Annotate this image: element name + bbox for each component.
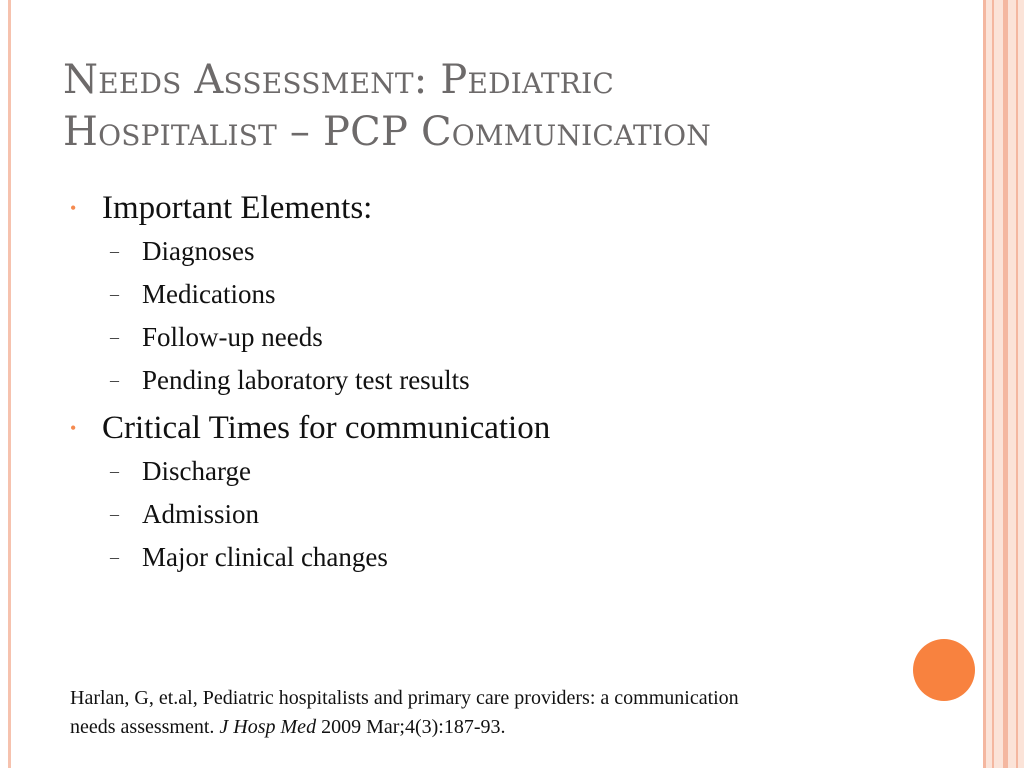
sub-item	[70, 316, 950, 359]
sub-item-label: Follow-up needs	[142, 322, 323, 352]
citation-text: needs assessment.	[70, 716, 220, 738]
sub-item	[70, 493, 950, 536]
dash-icon: –	[110, 461, 119, 481]
right-frame-stripe	[1003, 0, 1008, 768]
sub-item	[70, 359, 950, 402]
dash-icon: –	[110, 284, 119, 304]
sub-item-label: Major clinical changes	[142, 542, 388, 572]
dash-icon: –	[110, 504, 119, 524]
dash-icon: –	[110, 327, 119, 347]
sub-item-label: Medications	[142, 279, 276, 309]
right-frame-stripe	[1016, 0, 1018, 768]
sub-item-label: Pending laboratory test results	[142, 365, 470, 395]
dash-icon: –	[110, 241, 119, 261]
title-line-1: Needs Assessment: Pediatric	[63, 57, 614, 103]
citation	[70, 684, 970, 742]
bullet-icon: •	[70, 198, 77, 218]
sub-item	[70, 273, 950, 316]
left-frame-line	[8, 0, 11, 768]
right-frame-stripe	[983, 0, 986, 768]
bullet-label: Critical Times for communication	[102, 410, 551, 446]
sub-item-label: Diagnoses	[142, 236, 255, 266]
bullet-list	[70, 186, 950, 579]
title-line-2: Hospitalist – PCP Communication	[63, 109, 711, 155]
citation-line-2	[70, 713, 970, 742]
dash-icon: –	[110, 547, 119, 567]
citation-line-1: Harlan, G, et.al, Pediatric hospitalists and primary care providers: a communication	[70, 687, 739, 709]
dash-icon: –	[110, 370, 119, 390]
right-frame-stripe	[992, 0, 994, 768]
sub-item-label: Discharge	[142, 456, 251, 486]
slide-title	[63, 54, 963, 158]
citation-text: 2009 Mar;4(3):187-93.	[316, 716, 506, 738]
sub-item	[70, 536, 950, 579]
citation-journal: J Hosp Med	[219, 716, 317, 738]
bullet-item	[70, 186, 950, 230]
bullet-icon: •	[70, 418, 77, 438]
sub-item-label: Admission	[142, 499, 260, 529]
bullet-item	[70, 406, 950, 450]
sub-item	[70, 230, 950, 273]
bullet-label: Important Elements:	[102, 190, 373, 226]
sub-item	[70, 450, 950, 493]
